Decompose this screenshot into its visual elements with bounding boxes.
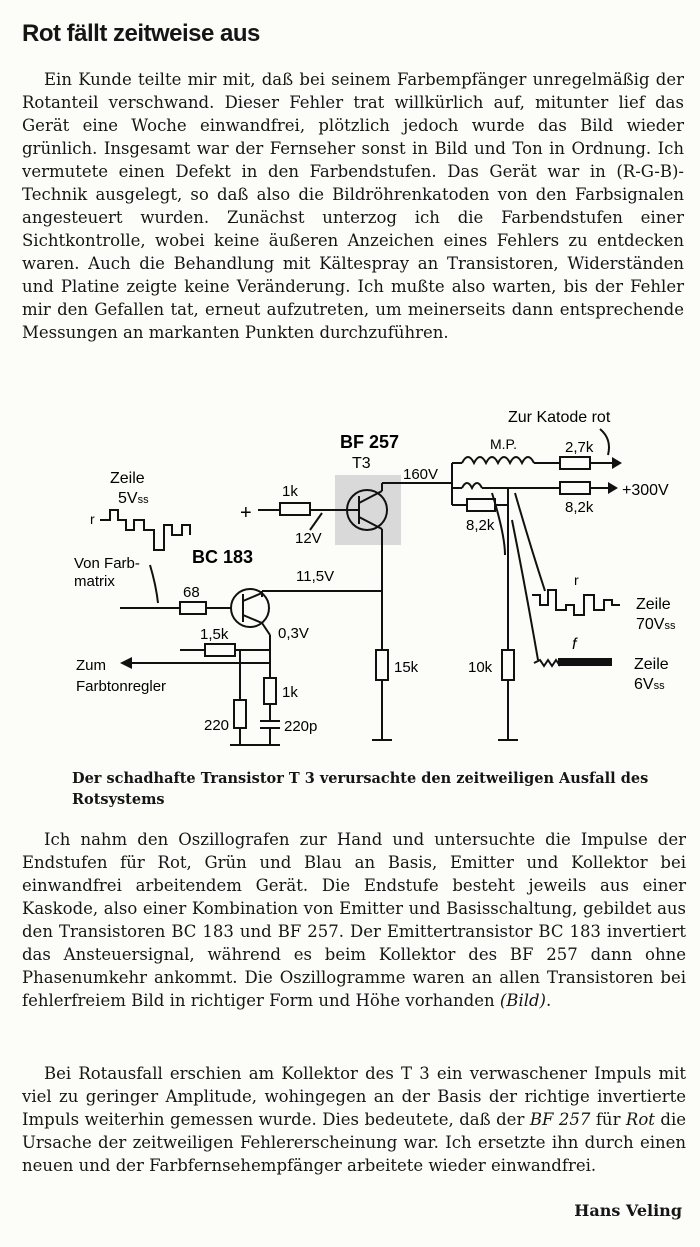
waveform-collector (532, 590, 620, 615)
r-68-label: 68 (183, 584, 200, 601)
figure-caption: Der schadhafte Transistor T 3 verursachte den zeitweiligen Ausfall des Rotsystems (72, 770, 649, 808)
paragraph-measurement: Ich nahm den Oszillografen zur Hand und untersuchte die Impulse der Endstufen für Rot, Grün und Blau an Basis, Emitter und Kollektor bei einwandfrei arbeitendem Gerät. Die Endstufe besteht jeweils aus einer Kaskode, also einer Kombination von Emitter und Basisschaltung, gebildet aus den Transistoren BC 183 und BF 257. Der Emittertransistor BC 183 invertiert das Ansteuersignal, während es beim Kollektor des BF 257 dann ohne Phasenumkehr ankommt. Die Oszillogramme waren an allen Transistoren bei fehlerfreiem Bild in richtiger Form und Höhe vorhanden (Bild). (22, 830, 686, 1010)
r-8k2-right-label: 8,2k (565, 499, 594, 516)
resistor-2k7 (560, 457, 590, 469)
v-160-label: 160V (403, 466, 439, 483)
resistor-1k-base (280, 503, 310, 515)
input-label-2: matrix (74, 573, 115, 590)
transistor-bc183 (231, 589, 269, 627)
v-11-5-label: 11,5V (296, 568, 335, 585)
resistor-1k-emitter (264, 678, 276, 704)
t3-name-label: T3 (352, 455, 371, 472)
r-1k-base-label: 1k (282, 483, 298, 500)
r-10k-label: 10k (468, 659, 493, 676)
paragraph-intro: Ein Kunde teilte mir mit, daß bei seinem Farbempfänger unregelmäßig der Rotanteil verschwand. Dieser Fehler trat willkürlich auf, mitunter lief das Gerät eine Woche einwandfrei, plötzlich jedoch wurde das Bild wieder grünlich. Insgesamt war der Fernseher sonst in Bild und Ton in Ordnung. Ich vermutete einen Defekt in den Farbendstufen. Das Gerät war in (R-G-B)-Technik ausgelegt, so daß also die Bildröhrenkatoden von den Farbsignalen angesteuert wurden. Zunächst unterzog ich die Farbendstufen einer Sichtkontrolle, wobei keine äußeren Anzeichen eines Fehlers zu entdecken waren. Auch die Behandlung mit Kältespray an Transistoren, Widerständen und Platine zeigte keine Veränderung. Ich mußte also warten, bis der Fehler mir den Gefallen tat, erneut aufzutreten, um meinerseits dann entsprechende Messungen an markanten Punkten durchzuführen. (22, 70, 684, 342)
plus-label: + (240, 502, 252, 524)
t4-type-label: BC 183 (192, 547, 254, 567)
zeile-in-amp: 5Vss (118, 490, 149, 507)
katode-label: Zur Katode rot (508, 409, 611, 426)
resistor-220 (234, 700, 246, 728)
resistor-15k (376, 650, 388, 680)
zeile-in-label: Zeile (110, 470, 145, 487)
r-1k5-label: 1,5k (200, 626, 229, 643)
wave-r-label: Zeile (636, 596, 671, 613)
resistor-8k2-lower (467, 499, 495, 511)
v-12-label: 12V (295, 530, 322, 547)
wave-r-mark: r (574, 572, 579, 588)
v-300-label: +300V (622, 482, 669, 499)
waveform-faulty (558, 658, 612, 666)
t3-type-label: BF 257 (340, 432, 400, 452)
resistor-8k2-right (560, 482, 590, 494)
r-220-label: 220 (204, 717, 230, 734)
circuit-diagram (0, 395, 700, 765)
c-220p-label: 220p (284, 718, 318, 735)
mp-label: M.P. (490, 436, 517, 452)
wave-f-amp: 6Vss (634, 676, 665, 693)
input-label-1: Von Farb- (74, 555, 140, 572)
author-name: Hans Veling (574, 1201, 682, 1220)
wave-f-mark: f (572, 636, 577, 653)
article-title: Rot fällt zeitweise aus (22, 20, 260, 47)
waveform-input (100, 510, 190, 550)
resistor-10k (502, 650, 514, 680)
transistor-t3 (335, 475, 401, 545)
v-0-3-label: 0,3V (278, 625, 309, 642)
r-15k-label: 15k (394, 659, 419, 676)
out-label-1: Zum (76, 657, 106, 674)
r-1k-emitter-label: 1k (282, 684, 298, 701)
paragraph-conclusion: Bei Rotausfall erschien am Kollektor des T 3 ein verwaschener Impuls mit viel zu geringer Amplitude, wohingegen an der Basis der richtige invertierte Impuls weiterhin gemessen wurde. Dies bedeutete, daß der BF 257 für Rot die Ursache der zeitweiligen Fehlererscheinung war. Ich ersetzte ihn durch einen neuen und der Farbfernsehempfänger arbeitete wieder einwandfrei. (22, 1064, 686, 1175)
out-label-2: Farbtonregler (76, 678, 167, 695)
inductor-mp (462, 457, 534, 463)
wave-r-amp: 70Vss (636, 616, 676, 633)
r-8k2-lower-label: 8,2k (466, 517, 495, 534)
r-2k7-label: 2,7k (565, 439, 594, 456)
resistor-1k5 (205, 644, 235, 656)
resistor-68 (180, 602, 206, 614)
wave-f-label: Zeile (634, 656, 669, 673)
zeile-in-mark: r (90, 511, 95, 527)
